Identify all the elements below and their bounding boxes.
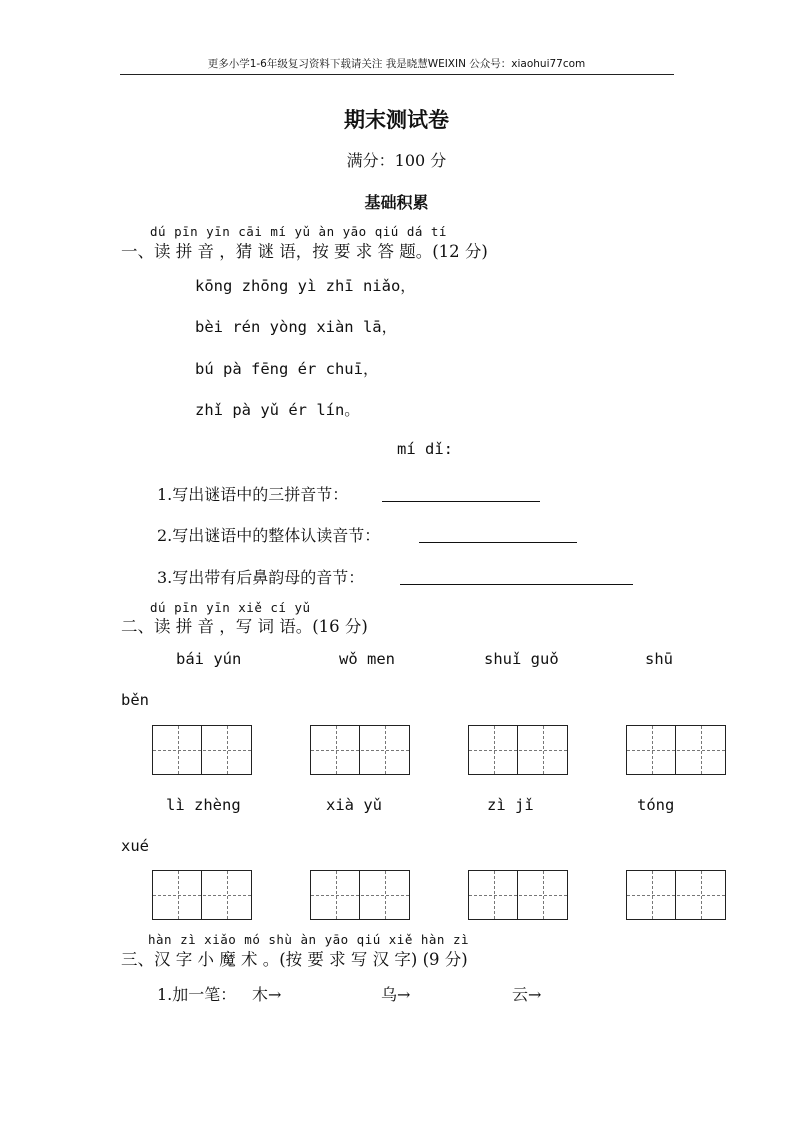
word-pinyin-wrap: xué (121, 837, 149, 855)
q1-item-3: 3.写出带有后鼻韵母的音节： (157, 568, 365, 587)
q3-item: 木→ (252, 985, 282, 1004)
word-pinyin: zì jǐ (487, 796, 534, 814)
writing-grid[interactable] (310, 725, 410, 775)
answer-line[interactable] (400, 584, 633, 585)
riddle-line: kōng zhōng yì zhī niǎo， (195, 277, 416, 295)
q1-heading: 一、读 拼 音 ，猜 谜 语，按 要 求 答 题。(12 分) (121, 242, 488, 261)
writing-grid[interactable] (468, 725, 568, 775)
q2-pinyin: dú pīn yīn xiě cí yǔ (150, 600, 311, 615)
header-rule (120, 74, 674, 75)
q1-item-1: 1.写出谜语中的三拼音节： (157, 485, 349, 504)
word-pinyin: shuǐ guǒ (484, 650, 559, 668)
q3-pinyin: hàn zì xiǎo mó shù àn yāo qiú xiě hàn zì (148, 932, 470, 947)
answer-line[interactable] (382, 501, 540, 502)
riddle-answer-label: mí dǐ: (397, 440, 453, 458)
q3-item: 云→ (512, 985, 542, 1004)
word-pinyin: tóng (637, 796, 675, 814)
word-pinyin-wrap: běn (121, 691, 149, 709)
word-pinyin: bái yún (176, 650, 242, 668)
writing-grid[interactable] (152, 870, 252, 920)
page-title: 期末测试卷 (344, 107, 449, 132)
writing-grid[interactable] (626, 725, 726, 775)
q1-item-2: 2.写出谜语中的整体认读音节： (157, 526, 381, 545)
q2-heading: 二、读 拼 音 ，写 词 语。(16 分) (121, 617, 368, 636)
q1-pinyin: dú pīn yīn cāi mí yǔ àn yāo qiú dá tí (150, 224, 447, 239)
word-pinyin: shū (645, 650, 673, 668)
word-pinyin: wǒ men (339, 650, 395, 668)
q3-heading: 三、汉 字 小 魔 术 。(按 要 求 写 汉 字) (9 分) (121, 950, 468, 969)
writing-grid[interactable] (626, 870, 726, 920)
page-header: 更多小学1-6年级复习资料下载请关注 我是晓慧WEIXIN 公众号：xiaohui77com (207, 58, 586, 70)
q3-label: 1.加一笔： (157, 985, 237, 1004)
full-score: 满分：100 分 (346, 151, 447, 170)
word-pinyin: lì zhèng (166, 796, 241, 814)
writing-grid[interactable] (468, 870, 568, 920)
riddle-line: bú pà fēng ér chuī， (195, 360, 379, 378)
word-pinyin: xià yǔ (326, 796, 382, 814)
writing-grid[interactable] (310, 870, 410, 920)
q3-item: 乌→ (381, 985, 411, 1004)
answer-line[interactable] (419, 542, 577, 543)
section-title: 基础积累 (364, 193, 429, 212)
riddle-line: zhǐ pà yǔ ér lín。 (195, 401, 360, 419)
riddle-line: bèi rén yòng xiàn lā， (195, 318, 398, 336)
writing-grid[interactable] (152, 725, 252, 775)
